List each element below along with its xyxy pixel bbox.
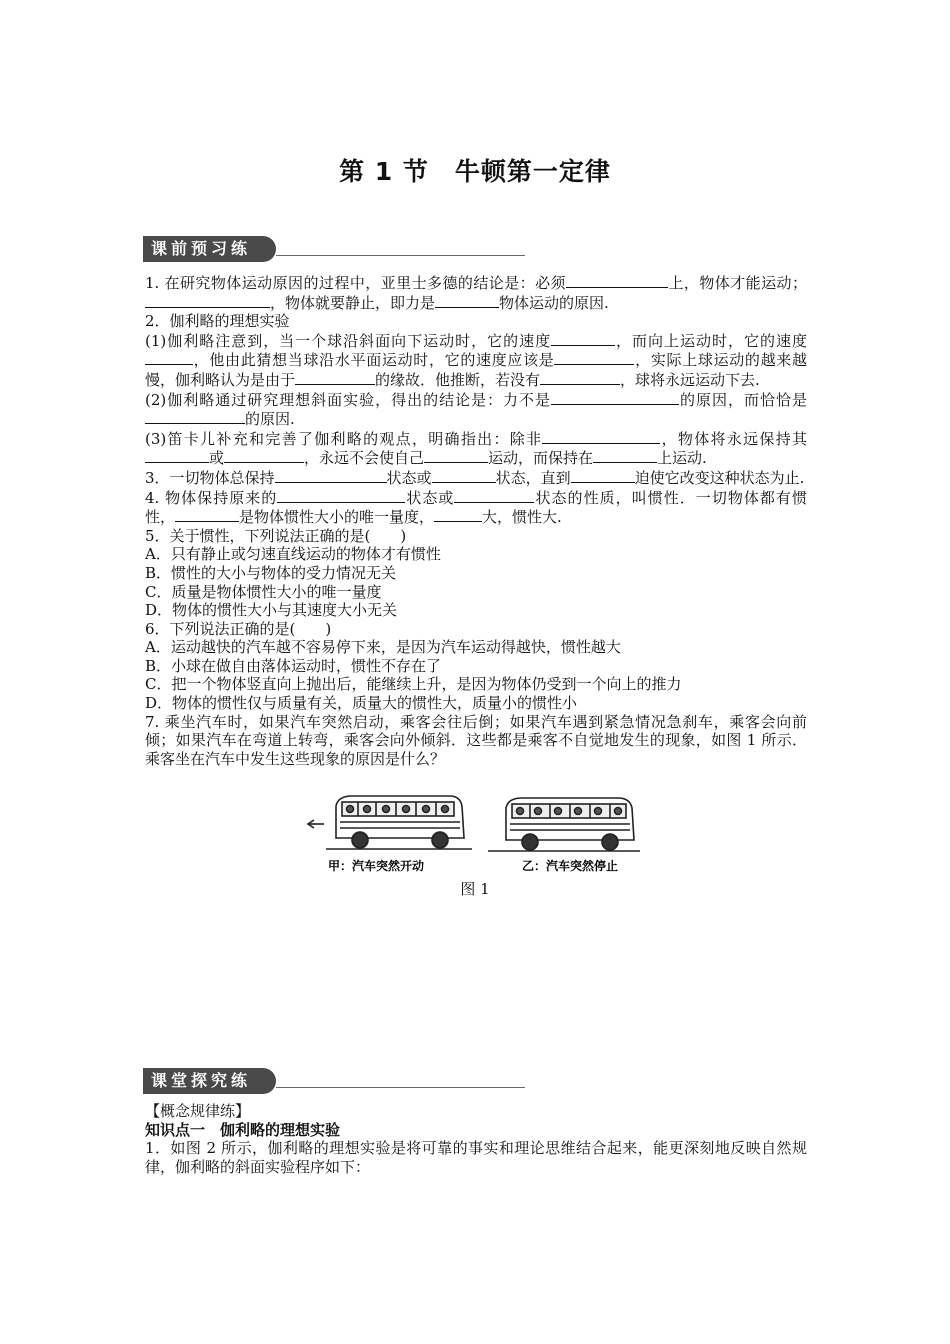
figure-caption-right: 乙：汽车突然停止 [522, 859, 619, 873]
exercise-group-heading: 【概念规律练】 [145, 1102, 251, 1120]
question-4: 4. 物体保持原来的 状态或 状态的性质，叫惯性．一切物体都有惯性， 是物体惯性大小的唯一量度， 大，惯性大. [145, 488, 807, 527]
question-7: 7. 乘坐汽车时，如果汽车突然启动，乘客会往后倒；如果汽车遇到紧急情况急刹车，乘客会向前倾；如果汽车在弯道上转弯，乘客会向外倾斜．这些都是乘客不自觉地发生的现象，如图 1 所示．乘客坐在汽车中发生这些现象的原因是什么？ [145, 712, 807, 768]
question-5-option: B．惯性的大小与物体的受力情况无关 [145, 563, 397, 582]
question-5-stem: 5．关于惯性，下列说法正确的是( ) [145, 526, 407, 545]
section-divider [276, 1087, 525, 1088]
question-2-part-2: (2)伽利略通过研究理想斜面实验，得出的结论是：力不是 的原因，而恰恰是的原因. [145, 390, 807, 429]
question-2-part-3: (3)笛卡儿补充和完善了伽利略的观点，明确指出：除非 ，物体将永远保持其或 ，永远不会使自己 运动，而保持在 上运动. [145, 429, 807, 468]
section-header-preview [143, 236, 525, 262]
question-3: 3．一切物体总保持 状态或 状态，直到 迫使它改变这种状态为止. [145, 468, 805, 487]
knowledge-point-heading: 知识点一 伽利略的理想实验 [145, 1120, 341, 1139]
question-5-option: A．只有静止或匀速直线运动的物体才有惯性 [145, 545, 441, 564]
question-6-option: C．把一个物体竖直向上抛出后，能继续上升，是因为物体仍受到一个向上的推力 [145, 675, 682, 694]
classroom-question-1: 1．如图 2 所示，伽利略的理想实验是将可靠的事实和理论思维结合起来，能更深刻地反映自然规律，伽利略的斜面实验程序如下： [145, 1139, 807, 1176]
page-title: 第 1 节 牛顿第一定律 [339, 157, 611, 186]
question-2-part-1: (1)伽利略注意到，当一个球沿斜面向下运动时，它的速度 ，而向上运动时，它的速度，他由此猜想当球沿水平面运动时，它的速度应该是 ，实际上球运动的越来越慢，伽利略认为是由于 的缘故．他推断，若没有 ，球将永远运动下去. [145, 331, 807, 389]
bus-illustration [300, 790, 650, 880]
preview-exercises [145, 273, 807, 768]
figure-1-illustration [300, 790, 650, 890]
question-5-option: C．质量是物体惯性大小的唯一量度 [145, 582, 382, 601]
question-5-option: D．物体的惯性大小与其速度大小无关 [145, 601, 398, 620]
figure-1-label: 图 1 [460, 880, 490, 898]
classroom-exercises [145, 1102, 807, 1176]
question-6-stem: 6．下列说法正确的是( ) [145, 619, 332, 638]
bus-starting-icon [308, 796, 472, 849]
section-label: 课前预习练 [143, 236, 276, 262]
section-header-classroom [143, 1068, 525, 1094]
section-label: 课堂探究练 [143, 1068, 276, 1094]
bus-stopping-icon [488, 798, 640, 851]
question-2-heading: 2．伽利略的理想实验 [145, 312, 290, 331]
figure-caption-left: 甲：汽车突然开动 [328, 859, 425, 873]
question-6-option: B．小球在做自由落体运动时，惯性不存在了 [145, 656, 442, 675]
section-divider [276, 255, 525, 256]
question-1: 1. 在研究物体运动原因的过程中，亚里士多德的结论是：必须 上，物体才能运动；，物体就要静止，即力是 物体运动的原因. [145, 274, 807, 312]
question-6-option: D．物体的惯性仅与质量有关，质量大的惯性大，质量小的惯性小 [145, 694, 578, 713]
question-6-option: A．运动越快的汽车越不容易停下来，是因为汽车运动得越快，惯性越大 [145, 638, 621, 657]
